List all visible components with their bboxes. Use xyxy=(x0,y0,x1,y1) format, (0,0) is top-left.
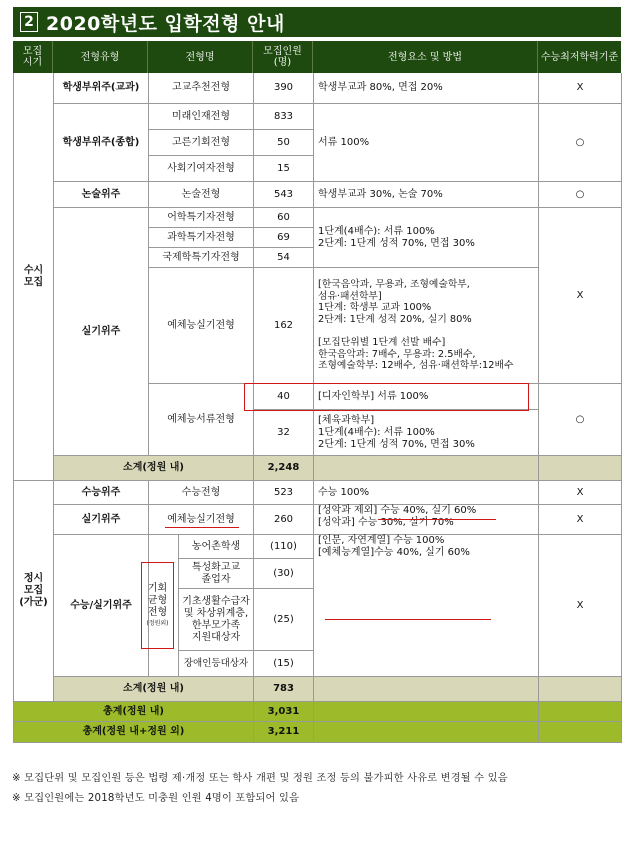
name-cell: 기초생활수급자 및 차상위계층, 한부모가족 지원대상자 xyxy=(179,589,254,651)
header-method: 전형요소 및 방법 xyxy=(313,41,538,73)
admission-table xyxy=(13,73,622,743)
quota-cell: 390 xyxy=(254,73,314,104)
total-all-label: 총계(정원 내+정원 외) xyxy=(14,722,254,743)
total-in-label: 총계(정원 내) xyxy=(14,702,254,722)
balance-box xyxy=(141,562,174,649)
quota-cell: 40 xyxy=(254,384,314,410)
total-blank xyxy=(314,722,539,743)
name-cell: 장애인등대상자 xyxy=(179,651,254,677)
name-cell: 고른기회전형 xyxy=(149,130,254,156)
subtotal-label: 소계(정원 내) xyxy=(54,456,254,481)
total-blank xyxy=(539,702,622,722)
name-cell: 예체능실기전형 xyxy=(149,268,254,384)
quota-cell: 162 xyxy=(254,268,314,384)
footnote: ※ 모집단위 및 모집인원 등은 법령 제·개정 또는 학사 개편 및 정원 조정 등의 불가피한 사유로 변경될 수 있음 xyxy=(12,773,508,784)
table-header xyxy=(13,41,621,73)
subtotal-value: 2,248 xyxy=(254,456,314,481)
min-req-cell: X xyxy=(539,535,622,677)
quota-cell: 523 xyxy=(254,481,314,505)
period-jeongsi: 정시 모집 (가군) xyxy=(14,481,54,702)
method-cell: 1단계(4배수): 서류 100% 2단계: 1단계 성적 70%, 면접 30% xyxy=(314,208,539,268)
total-blank xyxy=(539,722,622,743)
type-cell: 학생부위주(종합) xyxy=(54,104,149,182)
name-cell: 예체능서류전형 xyxy=(149,384,254,456)
total-all-value: 3,211 xyxy=(254,722,314,743)
name-cell: 사회기여자전형 xyxy=(149,156,254,182)
period-susi: 수시 모집 xyxy=(14,73,54,481)
name-cell: 고교추천전형 xyxy=(149,73,254,104)
method-cell: 서류 100% xyxy=(314,104,539,182)
min-req-cell: X xyxy=(539,73,622,104)
type-cell: 논술위주 xyxy=(54,182,149,208)
quota-cell: 60 xyxy=(254,208,314,228)
type-cell: 수능/실기위주 xyxy=(54,535,149,677)
total-blank xyxy=(314,702,539,722)
quota-cell: 15 xyxy=(254,156,314,182)
name-cell: 수능전형 xyxy=(149,481,254,505)
subtotal-blank xyxy=(314,456,539,481)
name-cell: 특성화고교 졸업자 xyxy=(179,559,254,589)
subtotal-blank xyxy=(314,677,539,702)
highlight-box xyxy=(244,383,529,411)
section-number-badge: 2 xyxy=(20,12,38,32)
method-line: [예체능계열]수능 40%, 실기 60% xyxy=(318,547,470,558)
quota-cell: (15) xyxy=(254,651,314,677)
header-type: 전형유형 xyxy=(53,41,148,73)
name-cell: 논술전형 xyxy=(149,182,254,208)
header-period: 모집 시기 xyxy=(13,41,53,73)
method-line: [성악과] 수능 30%, 실기 70% xyxy=(318,517,454,528)
quota-cell: 50 xyxy=(254,130,314,156)
quota-cell: (110) xyxy=(254,535,314,559)
quota-cell: 260 xyxy=(254,505,314,535)
method-cell: [디자인학부] 서류 100% xyxy=(314,384,539,410)
subtotal-blank xyxy=(539,456,622,481)
min-req-cell: ○ xyxy=(539,384,622,456)
quota-cell: (25) xyxy=(254,589,314,651)
name-cell: 어학특기자전형 xyxy=(149,208,254,228)
min-req-cell: X xyxy=(539,481,622,505)
header-min-req: 수능최저학력기준 xyxy=(540,51,619,63)
subtotal-value: 783 xyxy=(254,677,314,702)
balance-sub-label: (정원외) xyxy=(146,620,169,627)
type-cell: 실기위주 xyxy=(54,505,149,535)
quota-cell: 69 xyxy=(254,228,314,248)
method-cell: [한국음악과, 무용과, 조형예술학부, 섬유·패션학부] 1단계: 학생부 교과 100% 2단계: 1단계 성적 20%, 실기 80% [모집단위별 1단계 선발 배수] 한국음악과: 7배수, 무용과: 2.5배수, 조형예술학부: 12배수, 섬유·패션학부:12배수 xyxy=(314,268,539,384)
highlight-underline xyxy=(378,519,496,520)
type-cell: 수능위주 xyxy=(54,481,149,505)
method-cell xyxy=(314,505,539,535)
page-title-bar xyxy=(13,7,621,37)
footnote: ※ 모집인원에는 2018학년도 미충원 인원 4명이 포함되어 있음 xyxy=(12,793,300,804)
name-cell: 농어촌학생 xyxy=(179,535,254,559)
method-cell: 수능 100% xyxy=(314,481,539,505)
total-in-value: 3,031 xyxy=(254,702,314,722)
method-line: [인문, 자연계열] 수능 100% xyxy=(318,535,445,546)
name-cell: 예체능실기전형 xyxy=(149,505,254,535)
name-cell: 과학특기자전형 xyxy=(149,228,254,248)
balance-label: 기회 균형 전형 xyxy=(147,583,168,618)
name-cell: 국제학특기자전형 xyxy=(149,248,254,268)
highlight-underline xyxy=(325,619,491,620)
subtotal-blank xyxy=(539,677,622,702)
min-req-cell: ○ xyxy=(539,182,622,208)
page-title: 2020학년도 입학전형 안내 xyxy=(46,12,285,35)
header-quota: 모집인원 (명) xyxy=(253,41,313,73)
min-req-cell: X xyxy=(539,208,622,384)
name-cell: 미래인재전형 xyxy=(149,104,254,130)
method-cell: 학생부교과 30%, 논술 70% xyxy=(314,182,539,208)
quota-cell: 32 xyxy=(254,410,314,456)
method-cell xyxy=(314,535,539,677)
quota-cell: 833 xyxy=(254,104,314,130)
min-req-cell: ○ xyxy=(539,104,622,182)
header-name: 전형명 xyxy=(148,41,253,73)
method-cell: [체육과학부] 1단계(4배수): 서류 100% 2단계: 1단계 성적 70%, 면접 30% xyxy=(314,410,539,456)
min-req-cell: X xyxy=(539,505,622,535)
type-cell: 학생부위주(교과) xyxy=(54,73,149,104)
method-line: [성악과 제외] 수능 40%, 실기 60% xyxy=(318,505,477,516)
quota-cell: 54 xyxy=(254,248,314,268)
subtotal-label: 소계(정원 내) xyxy=(54,677,254,702)
highlight-underline xyxy=(165,527,239,528)
quota-cell: 543 xyxy=(254,182,314,208)
type-cell: 실기위주 xyxy=(54,208,149,456)
quota-cell: (30) xyxy=(254,559,314,589)
method-cell: 학생부교과 80%, 면접 20% xyxy=(314,73,539,104)
